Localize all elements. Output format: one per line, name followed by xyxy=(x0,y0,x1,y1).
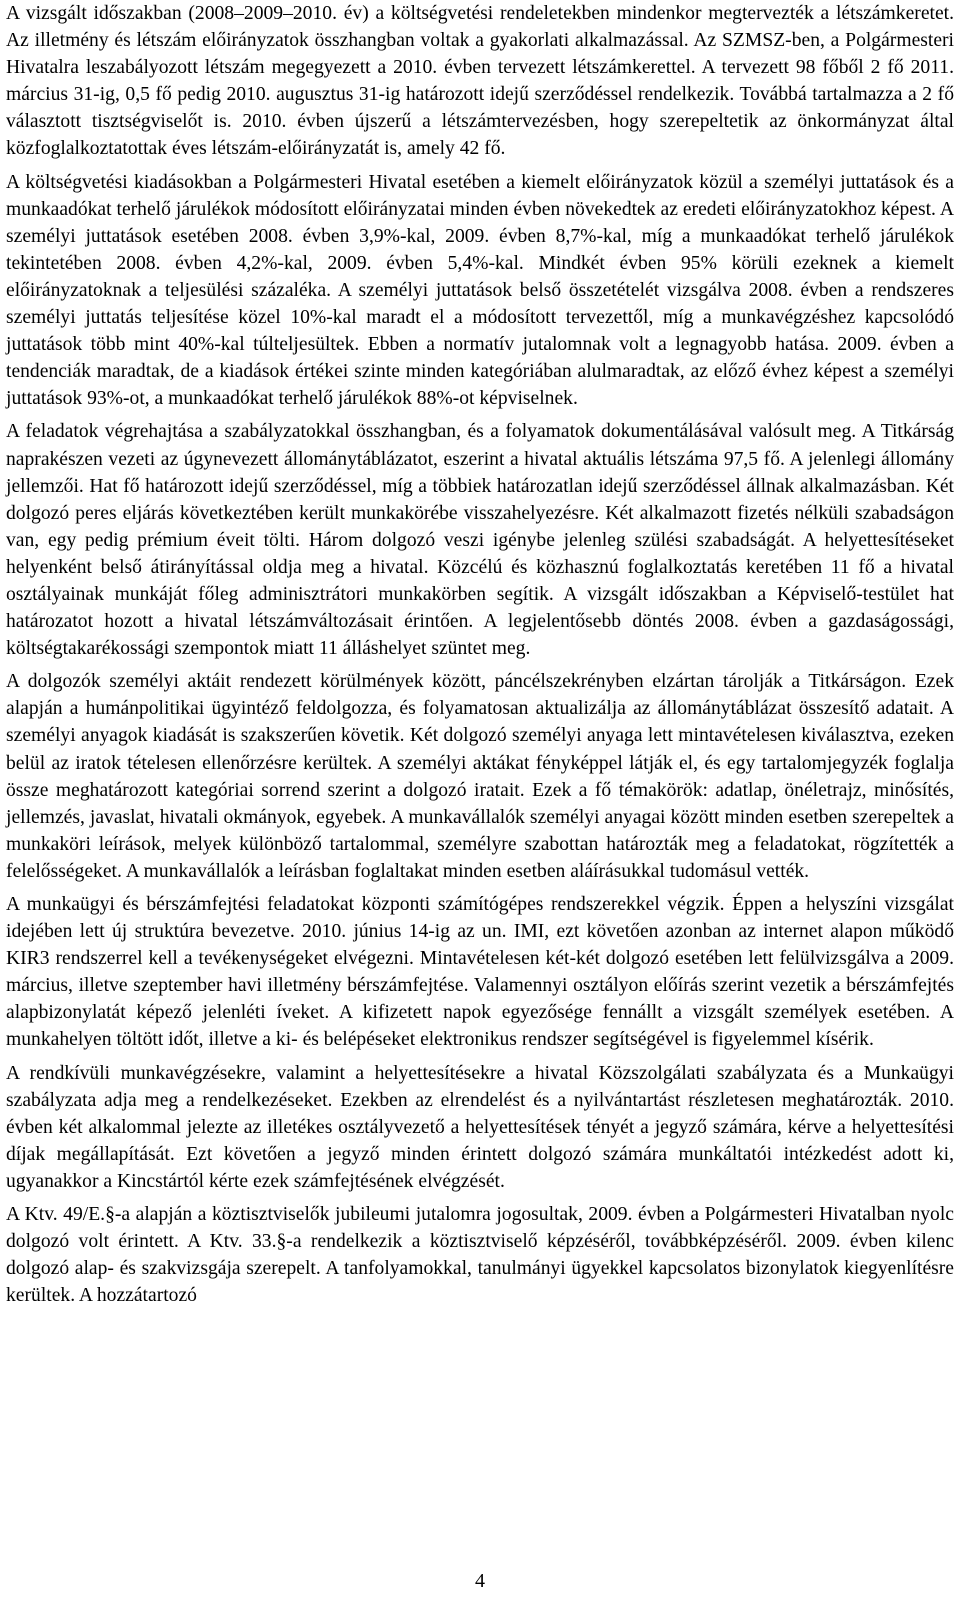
paragraph-overtime-substitution: A rendkívüli munkavégzésekre, valamint a helyettesítésekre a hivatal Közszolgálati szabályzata és a Munkaügyi szabályzata adja meg a rendelkezéseket. Ezekben az elrendelést és a nyilvántartást részletesen meghatározták. 2010. évben két alkalommal jelezte az illetékes osztályvezető a helyettesítések tényét a jegyző számára, kérve a helyettesítési díjak megállapítását. Ezt követően a jegyző minden érintett dolgozó számára munkáltatói intézkedést adott ki, ugyanakkor a Kincstártól kérte ezek számfejtésének elvégzését. xyxy=(6,1062,954,1192)
paragraph-jubilee-training: A Ktv. 49/E.§-a alapján a köztisztviselők jubileumi jutalomra jogosultak, 2009. évben a Polgármesteri Hivatalban nyolc dolgozó volt érintett. A Ktv. 33.§-a rendelkezik a köztisztviselő képzéséről, továbbképzéséről. 2009. évben kilenc dolgozó alap- és szakvizsgája szerepelt. A tanfolyamokkal, tanulmányi ügyekkel kapcsolatos bizonylatok kiegyenlítésre kerültek. A hozzátartozó xyxy=(6,1204,954,1307)
paragraph-personnel-files: A dolgozók személyi aktáit rendezett körülmények között, páncélszekrényben elzártan tárolják a Titkárságon. Ezek alapján a humánpolitikai ügyintéző feldolgozza, és folyamatosan aktualizálja az állománytáblázat összesítő adatait. A személyi anyagok kiadását is szakszerűen követik. Két dolgozó személyi anyaga lett mintavételesen kiválasztva, ezeken belül az iratok tételesen ellenőrzésre kerültek. A személyi aktákat fényképpel látják el, és egy tartalomjegyzék foglalja össze meghatározott kategóriai sorrend szerint a dolgozó iratait. Ezek a fő témakörök: adatlap, önéletrajz, minősítés, jellemzés, javaslat, hivatali okmányok, egyebek. A munkavállalók személyi anyagai között minden esetben szerepeltek a munkaköri leírások, melyek különböző tartalommal, személyre szabottan határozták meg a feladatokat, rögzítették a felelősségeket. A munkavállalók a leírásban foglaltakat minden esetben aláírásukkal tudomásul vették. xyxy=(6,671,954,882)
paragraph-headcount-planning: A vizsgált időszakban (2008–2009–2010. év) a költségvetési rendeletekben mindenkor megtervezték a létszámkeretet. Az illetmény és létszám előirányzatok összhangban voltak a gyakorlati alkalmazással. Az SZMSZ-ben, a Polgármesteri Hivatalra leszabályozott létszám megegyezett a 2010. évben tervezett létszámkerettel. A tervezett 98 főből 2 fő 2011. március 31-ig, 0,5 fő pedig 2010. augusztus 31-ig határozott idejű szerződéssel rendelkezik. Továbbá tartalmazza a 2 fő választott tisztségviselőt is. 2010. évben újszerű a létszámtervezésben, hogy szerepeltetik az önkormányzat által közfoglalkoztatottak éves létszám-előirányzatát is, amely 42 fő. xyxy=(6,3,954,160)
paragraph-staff-characteristics: A feladatok végrehajtása a szabályzatokkal összhangban, és a folyamatok dokumentálásával valósult meg. A Titkárság naprakészen vezeti az úgynevezett állománytáblázatot, eszerint a hivatal aktuális létszáma 97,5 fő. A jelenlegi állomány jellemzői. Hat fő határozott idejű szerződéssel, míg a többiek határozatlan idejű szerződéssel állnak alkalmazásban. Két dolgozó peres eljárás következtében került munkakörébe visszahelyezésre. Két alkalmazott fizetés nélküli szabadságon van, egy pedig prémium éveit tölti. Három dolgozó veszi igénybe jelenleg szülési szabadságát. A helyettesítéseket helyenként belső átirányítással oldja meg a hivatal. Közcélú és közhasznú foglalkoztatás keretében 11 fő a hivatal osztályainak munkáját főleg adminisztrátori munkakörben segítik. A vizsgált időszakban a Képviselő-testület hat határozatot hozott a hivatal létszámváltozásait érintően. A legjelentősebb döntés 2008. évben a gazdaságossági, költségtakarékossági szempontok miatt 11 álláshelyet szüntet meg. xyxy=(6,421,954,660)
document-page xyxy=(6,0,954,1315)
page-number: 4 xyxy=(475,1570,485,1592)
paragraph-payroll-systems: A munkaügyi és bérszámfejtési feladatokat központi számítógépes rendszerekkel végzik. Éppen a helyszíni vizsgálat idejében lett új struktúra bevezetve. 2010. június 14-ig az un. IMI, ezt követően azonban az internet alapon működő KIR3 rendszerrel kell a tevékenységeket elvégezni. Mintavételesen két-két dolgozó esetében lett felülvizsgálva a 2009. március, illetve szeptember havi illetmény bérszámfejtése. Valamennyi osztályon előírás szerint vezetik a bérszámfejtés alapbizonylatát képező jelenléti íveket. A kifizetett napok egyezősége fennállt a vizsgált személyek esetében. A munkahelyen töltött időt, illetve a ki- és belépéseket elektronikus rendszer segítségével is figyelemmel kísérik. xyxy=(6,894,954,1051)
paragraph-budget-expenditures: A költségvetési kiadásokban a Polgármesteri Hivatal esetében a kiemelt előirányzatok közül a személyi juttatások és a munkaadókat terhelő járulékok módosított előirányzatai minden évben növekedtek az eredeti előirányzatokhoz képest. A személyi juttatások esetében 2008. évben 3,9%-kal, 2009. évben 8,7%-kal, míg a munkaadókat terhelő járulékok tekintetében 2008. évben 4,2%-kal, 2009. évben 5,4%-kal. Mindkét évben 95% körüli ezeknek a kiemelt előirányzatoknak a teljesülési százaléka. A személyi juttatások belső összetételét vizsgálva 2008. évben a rendszeres személyi juttatás teljesítése közel 10%-kal maradt el a módosított tervezettől, míg a munkavégzéshez kapcsolódó juttatások több mint 40%-kal túlteljesültek. Ebben a normatív jutalomnak volt a legnagyobb hatása. 2009. évben a tendenciák maradtak, de a kiadások értékei szinte minden kategóriában alulmaradtak, az előző évhez képest a személyi juttatások 93%-ot, a munkaadókat terhelő járulékok 88%-ot képviselnek. xyxy=(6,171,954,410)
